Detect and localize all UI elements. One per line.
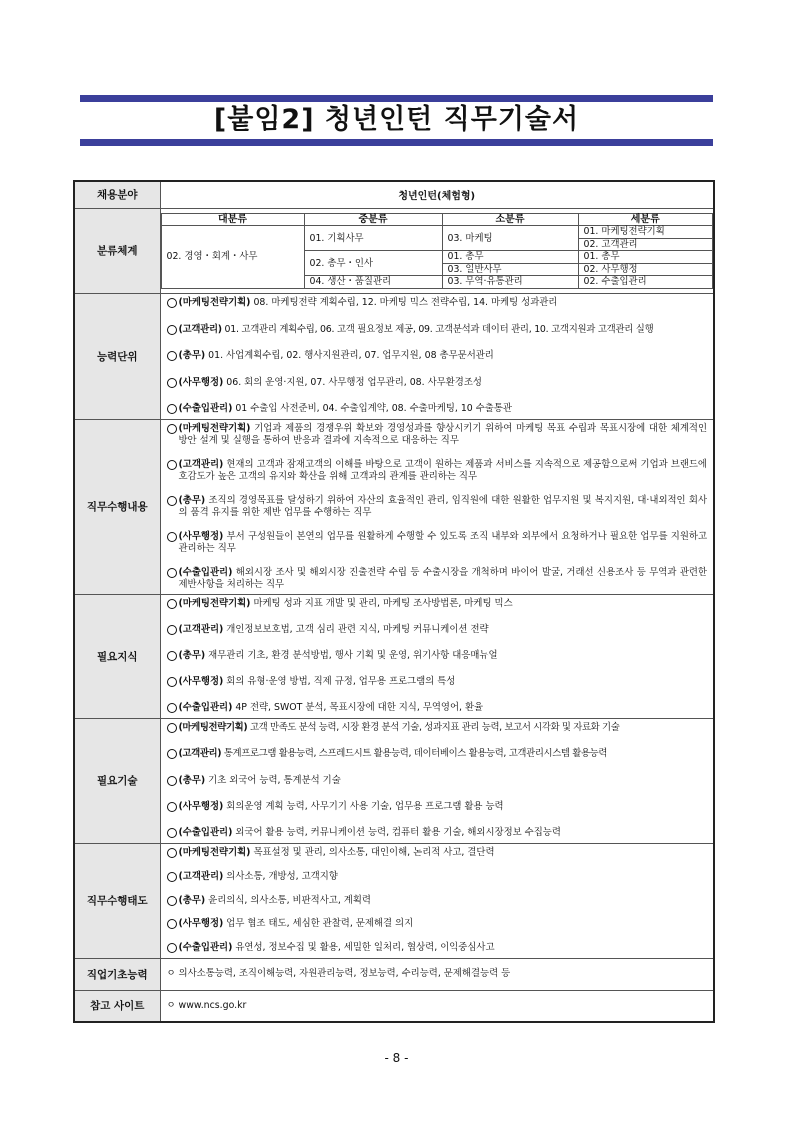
skills-label: 필요기술 <box>74 718 160 843</box>
middle-category: 04. 생산・품질관리 <box>304 276 442 289</box>
list-item: (마케팅전략기획) 마케팅 성과 지표 개발 및 관리, 마케팅 조사방법론, 마케팅 믹스 <box>167 598 708 610</box>
circle-bullet-icon <box>167 460 177 470</box>
circle-bullet-icon <box>167 424 177 434</box>
document-title: [붙임2] 청년인턴 직무기술서 <box>213 104 580 135</box>
detail-category: 02. 사무행정 <box>578 263 713 276</box>
list-item: (총무) 윤리의식, 의사소통, 비판적사고, 계획력 <box>167 895 708 907</box>
classification-table <box>161 213 714 289</box>
circle-bullet-icon <box>167 532 177 542</box>
circle-bullet-icon <box>167 749 177 759</box>
circle-bullet-icon <box>167 404 177 414</box>
classification-label: 분류체계 <box>74 208 160 293</box>
list-item: (총무) 기초 외국어 능력, 통계분석 기술 <box>167 775 708 787</box>
detail-category: 02. 고객관리 <box>578 238 713 251</box>
attitude-label: 직무수행태도 <box>74 843 160 958</box>
row-skills <box>74 718 714 843</box>
list-item: (사무행정) 회의운영 계획 능력, 사무기기 사용 기술, 업무용 프로그램 활용 능력 <box>167 801 708 813</box>
title-bar-bottom <box>80 139 713 146</box>
field-label: 채용분야 <box>74 181 160 208</box>
major-category: 02. 경영・회계・사무 <box>161 226 304 289</box>
list-item: (고객관리) 개인정보보호법, 고객 심리 관련 지식, 마케팅 커뮤니케이션 전략 <box>167 624 708 636</box>
small-category: 01. 총무 <box>442 251 578 264</box>
row-site <box>74 990 714 1022</box>
circle-bullet-icon <box>167 723 177 733</box>
bullet: ㅇ <box>166 999 176 1011</box>
list-item: (마케팅전략기획) 08. 마케팅전략 계획수립, 12. 마케팅 믹스 전략수립, 14. 마케팅 성과관리 <box>167 297 708 309</box>
circle-bullet-icon <box>167 625 177 635</box>
middle-category: 02. 총무・인사 <box>304 251 442 276</box>
header-small: 소분류 <box>442 213 578 226</box>
list-item: (고객관리) 통계프로그램 활용능력, 스프레드시트 활용능력, 데이터베이스 활용능력, 고객관리시스템 활용능력 <box>167 748 708 760</box>
job-description-table <box>73 180 715 1023</box>
list-item: (고객관리) 01. 고객관리 계획수립, 06. 고객 필요정보 제공, 09. 고객분석과 데이터 관리, 10. 고객지원과 고객관리 실행 <box>167 324 708 336</box>
list-item: (마케팅전략기획) 목표설정 및 관리, 의사소통, 대인이해, 논리적 사고, 결단력 <box>167 847 708 859</box>
duties-label: 직무수행내용 <box>74 419 160 594</box>
circle-bullet-icon <box>167 599 177 609</box>
circle-bullet-icon <box>167 802 177 812</box>
list-item: (수출입관리) 01 수출입 사전준비, 04. 수출입계약, 08. 수출마케팅, 10 수출통관 <box>167 403 708 415</box>
circle-bullet-icon <box>167 943 177 953</box>
circle-bullet-icon <box>167 651 177 661</box>
detail-category: 01. 마케팅전략기획 <box>578 226 713 239</box>
row-knowledge <box>74 594 714 718</box>
row-basic <box>74 958 714 990</box>
row-field <box>74 181 714 208</box>
units-label: 능력단위 <box>74 293 160 419</box>
list-item: (총무) 재무관리 기초, 환경 분석방법, 행사 기획 및 운영, 위기사항 대응매뉴얼 <box>167 650 708 662</box>
circle-bullet-icon <box>167 919 177 929</box>
page-number: - 8 - <box>384 1051 409 1065</box>
circle-bullet-icon <box>167 896 177 906</box>
list-item: (고객관리) 의사소통, 개방성, 고객지향 <box>167 871 708 883</box>
circle-bullet-icon <box>167 496 177 506</box>
duties-list <box>167 423 708 591</box>
knowledge-label: 필요지식 <box>74 594 160 718</box>
circle-bullet-icon <box>167 351 177 361</box>
row-units <box>74 293 714 419</box>
basic-label: 직업기초능력 <box>74 958 160 990</box>
row-duties <box>74 419 714 594</box>
attitude-list <box>167 847 708 954</box>
title-bar-top <box>80 95 713 102</box>
detail-category: 01. 총무 <box>578 251 713 264</box>
small-category: 03. 무역·유통관리 <box>442 276 578 289</box>
list-item: (수출입관리) 해외시장 조사 및 해외시장 진출전략 수립 등 수출시장을 개척하며 바이어 발굴, 거래선 신용조사 등 무역과 관련한 제반사항을 처리하는 직무 <box>167 567 708 591</box>
bullet: ㅇ <box>166 968 176 979</box>
circle-bullet-icon <box>167 325 177 335</box>
list-item: (수출입관리) 외국어 활용 능력, 커뮤니케이션 능력, 컴퓨터 활용 기술, 해외시장정보 수집능력 <box>167 827 708 839</box>
field-value: 청년인턴(체험형) <box>160 181 714 208</box>
header-major: 대분류 <box>161 213 304 226</box>
skills-list <box>167 722 708 839</box>
circle-bullet-icon <box>167 378 177 388</box>
list-item: (사무행정) 06. 회의 운영·지원, 07. 사무행정 업무관리, 08. 사무환경조성 <box>167 377 708 389</box>
middle-category: 01. 기획사무 <box>304 226 442 251</box>
circle-bullet-icon <box>167 677 177 687</box>
row-attitude <box>74 843 714 958</box>
list-item: (사무행정) 회의 유형·운영 방법, 직제 규정, 업무용 프로그램의 특성 <box>167 676 708 688</box>
circle-bullet-icon <box>167 828 177 838</box>
circle-bullet-icon <box>167 848 177 858</box>
list-item: (총무) 01. 사업계획수립, 02. 행사지원관리, 07. 업무지원, 08 총무문서관리 <box>167 350 708 362</box>
site-link[interactable]: www.ncs.go.kr <box>178 999 247 1011</box>
list-item: (수출입관리) 유연성, 정보수집 및 활용, 세밀한 일처리, 협상력, 이익중심사고 <box>167 942 708 954</box>
header-detail: 세분류 <box>578 213 713 226</box>
site-label: 참고 사이트 <box>74 990 160 1022</box>
list-item: (마케팅전략기획) 고객 만족도 분석 능력, 시장 환경 분석 기술, 성과지표 관리 능력, 보고서 시각화 및 자료화 기술 <box>167 722 708 734</box>
list-item: (수출입관리) 4P 전략, SWOT 분석, 목표시장에 대한 지식, 무역영어, 환율 <box>167 702 708 714</box>
knowledge-list <box>167 598 708 714</box>
row-classification <box>74 208 714 293</box>
basic-text: 의사소통능력, 조직이해능력, 자원관리능력, 정보능력, 수리능력, 문제해결능력 등 <box>178 968 511 979</box>
circle-bullet-icon <box>167 298 177 308</box>
list-item: (총무) 조직의 경영목표를 달성하기 위하여 자산의 효율적인 관리, 임직원에 대한 원활한 업무지원 및 복지지원, 대·내외적인 회사의 품격 유지를 위한 제반 업무를 수행하는 직무 <box>167 495 708 519</box>
circle-bullet-icon <box>167 703 177 713</box>
units-list <box>167 297 708 415</box>
title-area <box>80 95 713 148</box>
list-item: (마케팅전략기획) 기업과 제품의 경쟁우위 확보와 경영성과를 향상시키기 위하여 마케팅 목표 수립과 목표시장에 대한 체계적인 방안 설계 및 실행을 통하여 반응과 결과에 지속적으로 대응하는 직무 <box>167 423 708 447</box>
circle-bullet-icon <box>167 568 177 578</box>
list-item: (사무행정) 부서 구성원들이 본연의 업무를 원활하게 수행할 수 있도록 조직 내부와 외부에서 요청하거나 필요한 업무를 지원하고 관리하는 직무 <box>167 531 708 555</box>
list-item: (고객관리) 현재의 고객과 잠재고객의 이해를 바탕으로 고객이 원하는 제품과 서비스를 지속적으로 제공함으로써 기업과 브랜드에 호감도가 높은 고객의 유지와 확산을 위해 고객과의 관계를 관리하는 직무 <box>167 459 708 483</box>
small-category: 03. 마케팅 <box>442 226 578 251</box>
detail-category: 02. 수출입관리 <box>578 276 713 289</box>
header-middle: 중분류 <box>304 213 442 226</box>
list-item: (사무행정) 업무 협조 태도, 세심한 관찰력, 문제해결 의지 <box>167 918 708 930</box>
circle-bullet-icon <box>167 872 177 882</box>
small-category: 03. 일반사무 <box>442 263 578 276</box>
circle-bullet-icon <box>167 776 177 786</box>
